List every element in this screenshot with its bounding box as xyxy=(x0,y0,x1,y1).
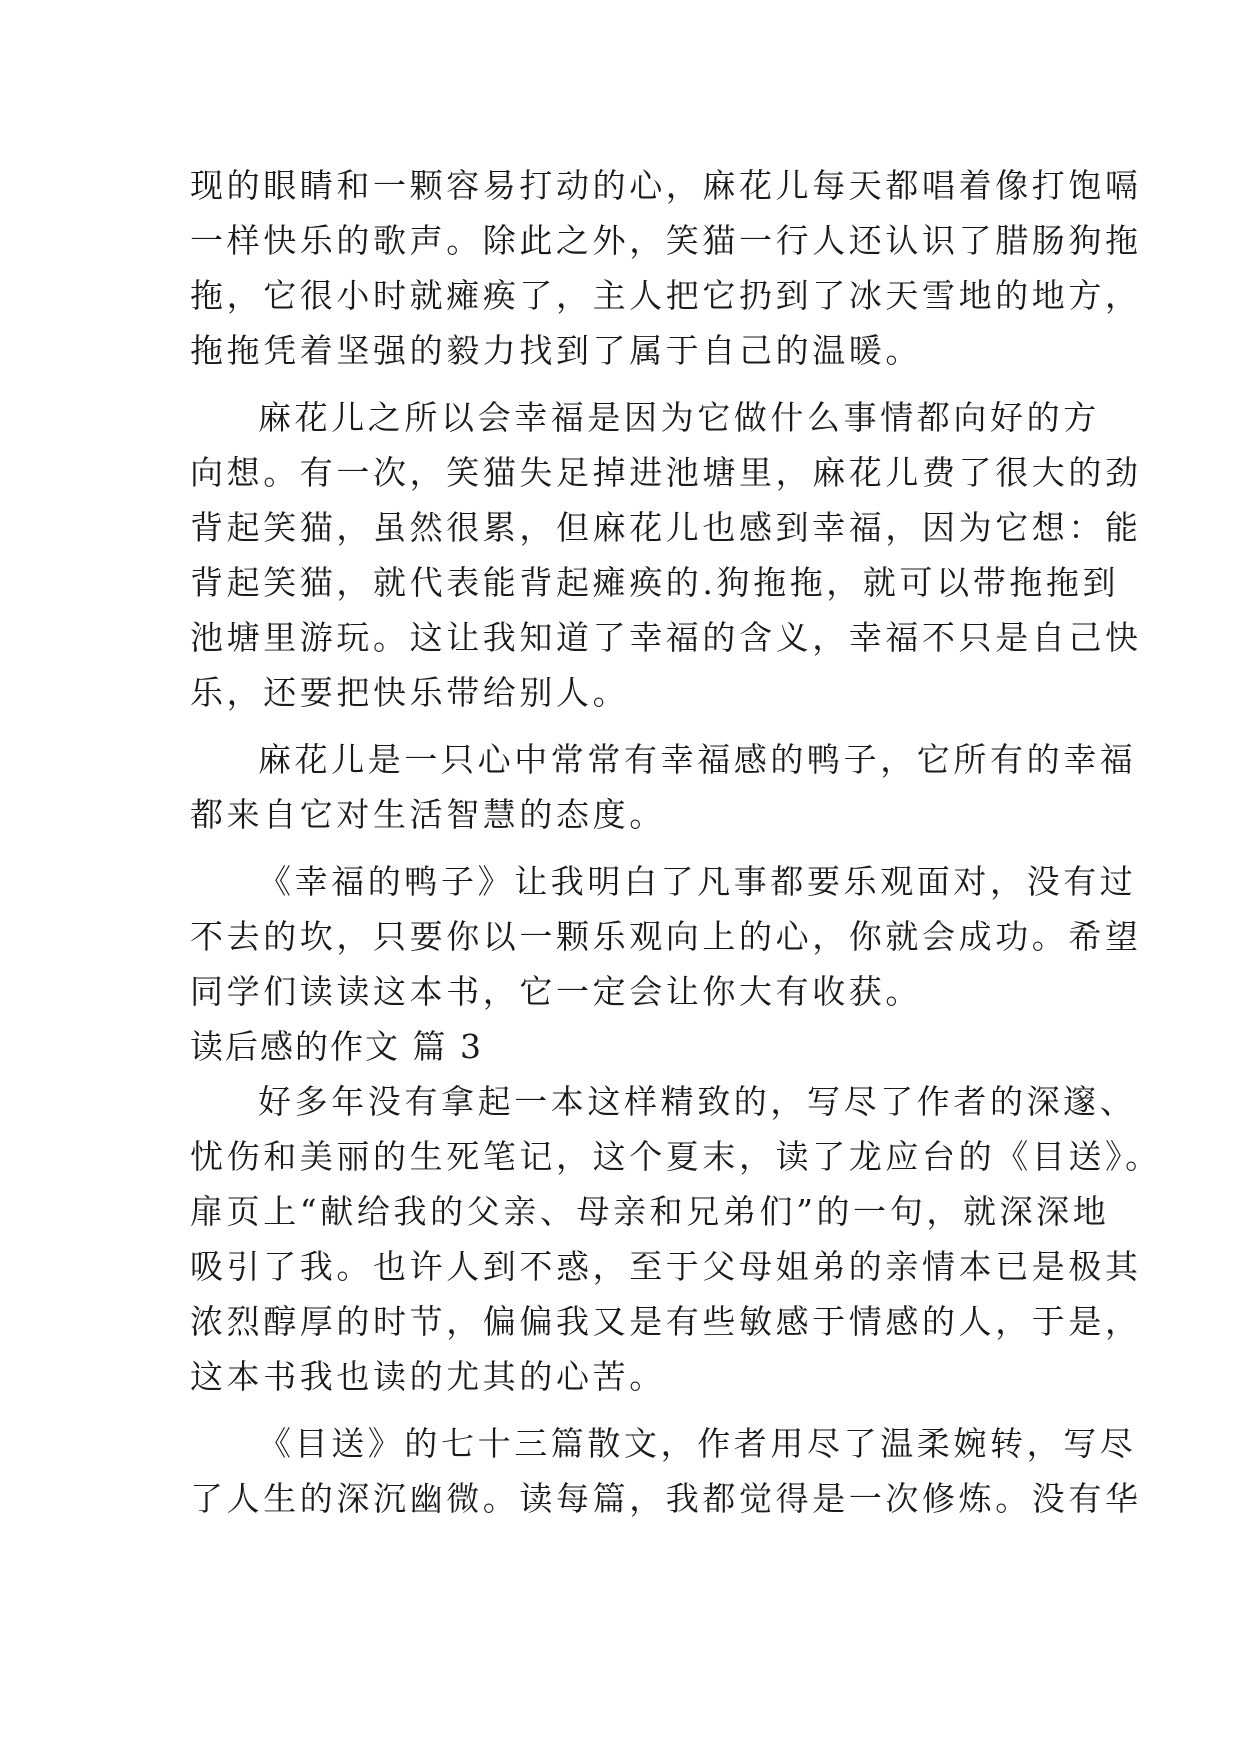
section-heading: 读后感的作文 篇 3 xyxy=(190,1027,483,1066)
paragraph xyxy=(190,732,1137,842)
text-line: 背起笑猫，虽然很累，但麻花儿也感到幸福，因为它想：能 xyxy=(190,508,1142,547)
document-body xyxy=(190,158,1162,1526)
paragraph-gap xyxy=(190,720,1060,732)
text-line: 麻花儿是一只心中常常有幸福感的鸭子，它所有的幸福 xyxy=(258,740,1137,779)
paragraph-gap xyxy=(190,842,1060,854)
text-line: 这本书我也读的尤其的心苦。 xyxy=(190,1357,666,1396)
paragraph xyxy=(190,1074,1162,1404)
text-line: 了人生的深沉幽微。读每篇，我都觉得是一次修炼。没有华 xyxy=(190,1479,1142,1518)
text-line: 《幸福的鸭子》让我明白了凡事都要乐观面对，没有过 xyxy=(258,862,1137,901)
text-line: 拖拖凭着坚强的毅力找到了属于自己的温暖。 xyxy=(190,331,922,370)
text-line: 麻花儿之所以会幸福是因为它做什么事情都向好的方 xyxy=(258,398,1100,437)
text-line: 扉页上“献给我的父亲、母亲和兄弟们”的一句，就深深地 xyxy=(190,1192,1110,1231)
text-line: 向想。有一次，笑猫失足掉进池塘里，麻花儿费了很大的劲 xyxy=(190,453,1142,492)
text-line: 不去的坎，只要你以一颗乐观向上的心，你就会成功。希望 xyxy=(190,917,1142,956)
paragraph xyxy=(190,854,1142,1019)
paragraph-gap xyxy=(190,378,1060,390)
text-line: 好多年没有拿起一本这样精致的，写尽了作者的深邃、 xyxy=(258,1082,1137,1121)
paragraph xyxy=(190,1416,1142,1526)
paragraph-gap xyxy=(190,1404,1060,1416)
text-line: 都来自它对生活智慧的态度。 xyxy=(190,795,666,834)
text-line: 拖，它很小时就瘫痪了，主人把它扔到了冰天雪地的地方， xyxy=(190,276,1142,315)
text-line: 吸引了我。也许人到不惑，至于父母姐弟的亲情本已是极其 xyxy=(190,1247,1142,1286)
text-line: 背起笑猫，就代表能背起瘫痪的.狗拖拖，就可以带拖拖到 xyxy=(190,563,1120,602)
paragraph xyxy=(190,158,1142,378)
text-line: 池塘里游玩。这让我知道了幸福的含义，幸福不只是自己快 xyxy=(190,618,1142,657)
text-line: 浓烈醇厚的时节，偏偏我又是有些敏感于情感的人，于是， xyxy=(190,1302,1142,1341)
text-line: 现的眼睛和一颗容易打动的心，麻花儿每天都唱着像打饱嗝 xyxy=(190,166,1142,205)
paragraph xyxy=(190,390,1142,720)
text-line: 一样快乐的歌声。除此之外，笑猫一行人还认识了腊肠狗拖 xyxy=(190,221,1142,260)
text-line: 《目送》的七十三篇散文，作者用尽了温柔婉转，写尽 xyxy=(258,1424,1137,1463)
text-line: 乐，还要把快乐带给别人。 xyxy=(190,673,630,712)
text-line: 忧伤和美丽的生死笔记，这个夏末，读了龙应台的《目送》。 xyxy=(190,1137,1162,1176)
text-line: 同学们读读这本书，它一定会让你大有收获。 xyxy=(190,972,922,1011)
